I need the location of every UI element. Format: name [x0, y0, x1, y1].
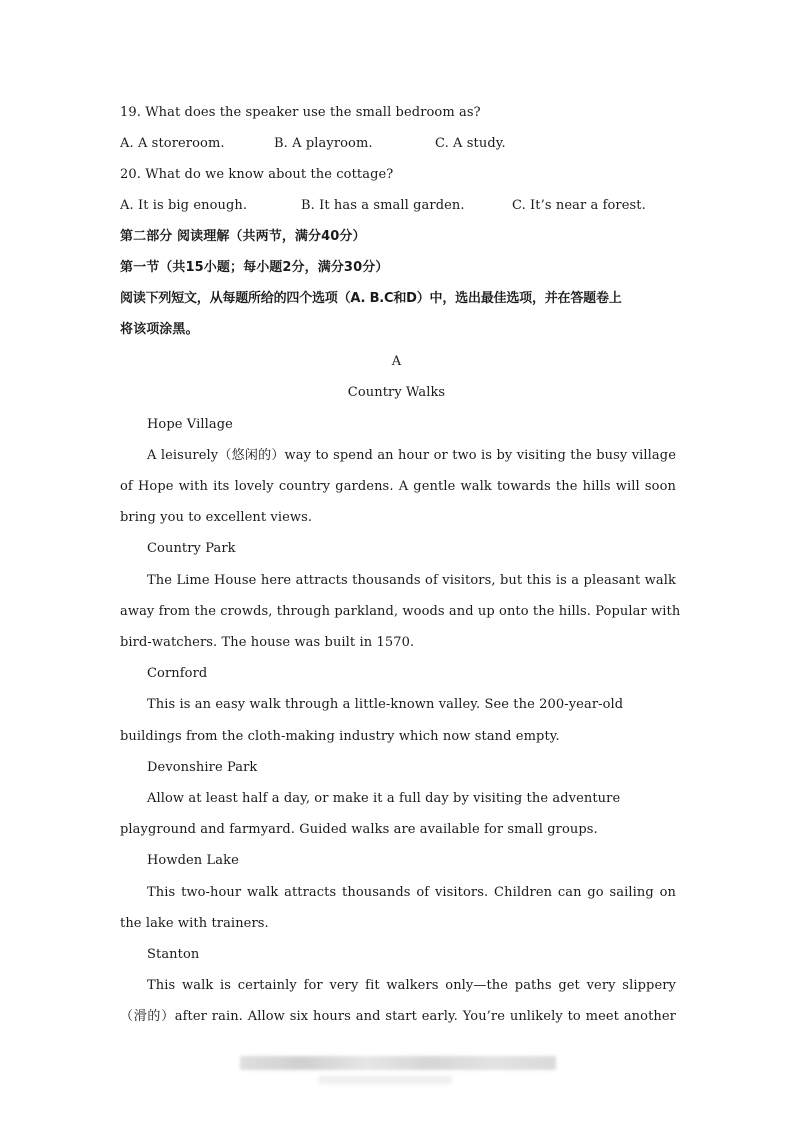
walk-text-line: away from the crowds, through parkland, woods and up onto the hills. Popular with: [120, 604, 681, 619]
walk-text-line: bird-watchers. The house was built in 1570.: [120, 635, 415, 650]
walk-heading-devonshire-park: Devonshire Park: [147, 760, 258, 775]
instruction-line-2: 将该项涂黑。: [120, 322, 199, 337]
walk-text-line: buildings from the cloth-making industry which now stand empty.: [120, 729, 560, 744]
walk-text-line: bring you to excellent views.: [120, 510, 313, 525]
walk-heading-country-park: Country Park: [147, 541, 236, 556]
walk-text-line: A leisurely（悠闲的）way to spend an hour or two is by visiting the busy village: [147, 448, 676, 463]
walk-text-line: The Lime House here attracts thousands of visitors, but this is a pleasant walk: [147, 573, 676, 588]
walk-heading-stanton: Stanton: [147, 947, 200, 962]
option-c: C. A study.: [435, 136, 506, 151]
walk-text-line: This is an easy walk through a little-known valley. See the 200-year-old: [147, 697, 624, 712]
walk-text-line: （滑的）after rain. Allow six hours and start early. You’re unlikely to meet another: [120, 1009, 676, 1024]
question-20-options: [120, 197, 676, 215]
passage-label: A: [391, 354, 402, 369]
walk-heading-cornford: Cornford: [147, 666, 208, 681]
option-c: C. It’s near a forest.: [512, 198, 646, 213]
passage-title: Country Walks: [347, 385, 446, 400]
walk-text-line: playground and farmyard. Guided walks are available for small groups.: [120, 822, 598, 837]
section1-title: 第一节（共15小题；每小题2分，满分30分）: [120, 260, 389, 275]
walk-text-line: This walk is certainly for very fit walkers only—the paths get very slippery: [147, 978, 676, 993]
option-a: A. A storeroom.: [120, 136, 225, 151]
instruction-line-1: 阅读下列短文，从每题所给的四个选项（A. B.C和D）中，选出最佳选项，并在答题卷上: [120, 291, 622, 306]
walk-text-line: Allow at least half a day, or make it a full day by visiting the adventure: [147, 791, 621, 806]
walk-heading-howden-lake: Howden Lake: [147, 853, 239, 868]
question-20-stem: 20. What do we know about the cottage?: [120, 167, 394, 182]
option-b: B. It has a small garden.: [301, 198, 465, 213]
walk-heading-hope-village: Hope Village: [147, 417, 233, 432]
question-19-stem: 19. What does the speaker use the small bedroom as?: [120, 105, 481, 120]
part2-title: 第二部分 阅读理解（共两节，满分40分）: [120, 229, 366, 244]
option-b: B. A playroom.: [274, 136, 373, 151]
option-a: A. It is big enough.: [120, 198, 248, 213]
walk-text-line: the lake with trainers.: [120, 916, 269, 931]
walk-text-line: This two-hour walk attracts thousands of visitors. Children can go sailing on: [147, 885, 676, 900]
walk-text-line: of Hope with its lovely country gardens. A gentle walk towards the hills will soon: [120, 479, 676, 494]
question-19-options: [120, 135, 676, 153]
